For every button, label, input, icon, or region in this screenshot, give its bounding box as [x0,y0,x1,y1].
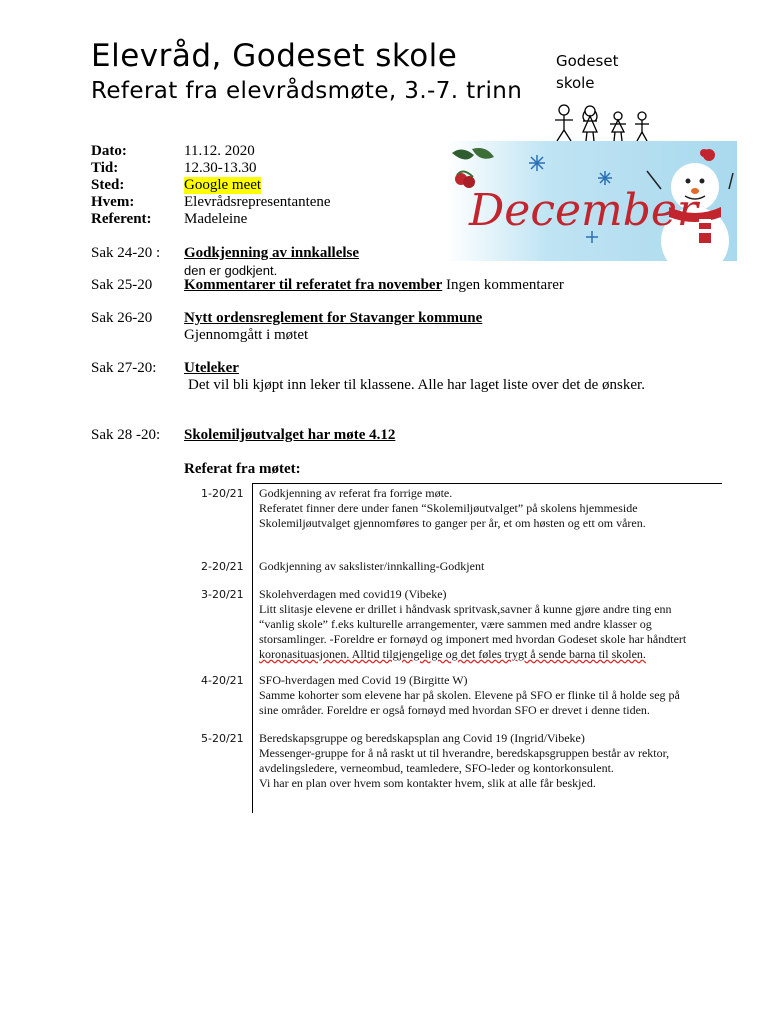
table-divider [252,483,253,813]
meta-place-value: Google meet [184,177,262,193]
agenda-item-25 [0,277,770,297]
december-banner-image [447,141,737,261]
agenda-item-note: Ingen kommentarer [445,277,564,293]
document-subtitle: Referat fra elevrådsmøte, 3.-7. trinn [91,78,523,104]
meta-row-place: Sted: Google meet [91,177,262,193]
document-title: Elevråd, Godeset skole [91,38,458,74]
agenda-item-27 [0,360,770,400]
agenda-item-title: Uteleker [184,360,239,376]
agenda-item-note: Referat fra møtet: [184,461,301,477]
meta-time-value: 12.30-13.30 [184,160,257,176]
logo-text-line2: skole [556,74,595,92]
agenda-item-number: Sak 28 -20: [91,427,161,443]
meeting-info [91,143,331,228]
meta-date-value: 11.12. 2020 [184,143,255,159]
table-divider [252,483,722,484]
meta-row-referent: Referent: Madeleine [91,211,248,227]
meta-row-date: Dato: 11.12. 2020 [91,143,255,159]
agenda-item-number: Sak 25-20 [91,277,153,293]
agenda-item-title: Godkjenning av innkallelse [184,245,360,261]
agenda-item-note: Gjennomgått i møtet [184,327,309,343]
meta-who-value: Elevrådsrepresentantene [184,194,331,210]
agenda-item-number: Sak 27-20: [91,360,157,376]
agenda-item-28 [0,427,770,477]
stick-figures-logo [552,103,662,145]
meta-row-who: Hvem: Elevrådsrepresentantene [91,194,331,210]
agenda-item-title: Skolemiljøutvalget har møte 4.12 [184,427,396,443]
meta-row-time: Tid: 12.30-13.30 [91,160,257,176]
minutes-table: 1-20/21 Godkjenning av referat fra forrige møte. Referatet finner dere under fanen “Skolemiljøutvalget” på skolens hjemmeside Skolemiljøutvalget gjennomføres to ganger per år, et om høsten og ett om våren. 2-20/21 Godkjenning av sakslister/innkalling-Godkjent 3-20/21 Skolehverdagen med covid19 (Vibeke) Litt slitasje elevene er drillet i håndvask spritvask,savner å kunne gjøre andre ting enn “vanlig skole” f.eks kulturelle arrangementer, være sammen med andre klasser og storsamlinger. -Foreldre er fornøyd og imponert med hvordan Godeset skole har håndtert koronasituasjonen. Alltid tilgjengelige og det føles trygt å sende barna til skolen. 4-20/21 SFO-hverdagen med Covid 19 (Birgitte W) Samme kohorter som elevene har på skolen. Elevene på SFO er flinke til å holde seg på sine områder. Foreldre er også fornøyd med hvordan SFO er drevet i denne tiden. 5-20/21 Beredskapsgruppe og beredskapsplan ang Covid 19 (Ingrid/Vibeke) Messenger-gruppe for å nå raskt ut til hverandre, beredskapsgruppen består av rektor, avdelingsledere, verneombud, teamledere, SFO-leder og kontorkonsulent. Vi har en plan over hvem som kontakter hvem, slik at alle får beskjed. [195,483,720,813]
agenda-item-title: Kommentarer til referatet fra november [184,277,443,293]
banner-text: December [469,185,698,236]
meta-referent-value: Madeleine [184,211,248,227]
agenda-item-number: Sak 24-20 : [91,245,161,261]
agenda-item-number: Sak 26-20 [91,310,153,326]
agenda-item-title: Nytt ordensreglement for Stavanger kommune [184,310,483,326]
agenda-item-note: den er godkjent. [184,263,278,278]
agenda-item-note: Det vil bli kjøpt inn leker til klassene. Alle har laget liste over det de ønsker. [188,377,645,393]
agenda-item-26 [0,310,770,350]
logo-text-line1: Godeset [556,52,619,70]
